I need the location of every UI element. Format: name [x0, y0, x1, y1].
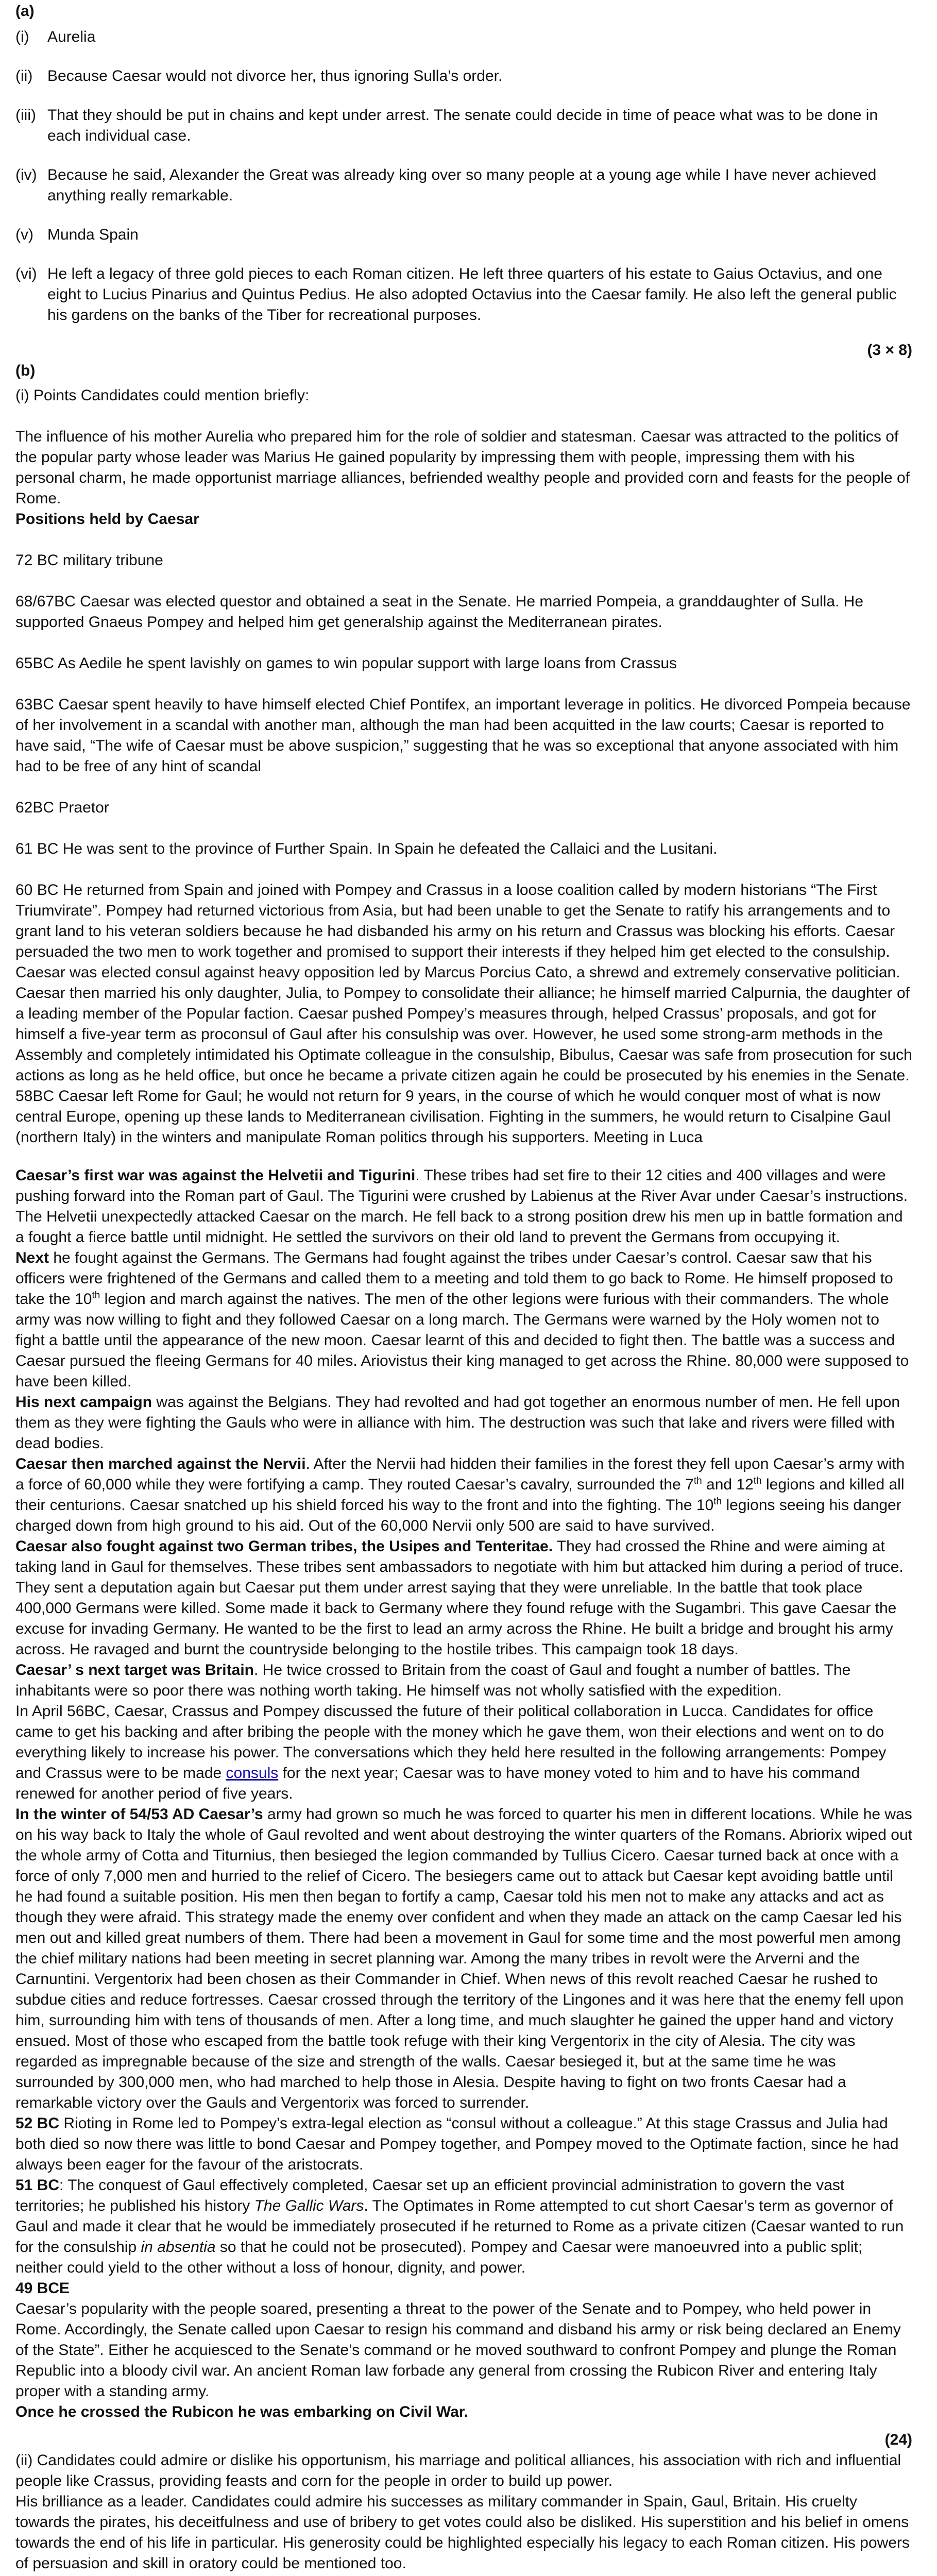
paragraph-65bc: 65BC As Aedile he spent lavishly on games to win popular support with large loans from Crassus — [15, 655, 677, 672]
paragraph-49bce: Caesar’s popularity with the people soared, presenting a threat to the power of the Senate and to Pompey, who held power in Rome. Accordingly, the Senate called upon Caesar to resign his command and disband his army or risk being declared an Enemy of the State”. Either he acquiesced to the Senate’s command or he moved southward to confront Pompey and plunge the Roman Republic into a bloody civil war. An ancient Roman law forbade any general from crossing the Rubicon River and entering Italy proper with a standing army. — [15, 2300, 901, 2400]
item-text: Aurelia — [47, 28, 96, 45]
item-text: He left a legacy of three gold pieces to each Roman citizen. He left three quarters of his estate to Gaius Octavius, and one eight to Lucius Pinarius and Quintus Pedius. He also adopted Octavius into the Caesar family. He also left the general public his gardens on the banks of the Tiber for recreational purposes. — [47, 265, 897, 324]
paragraph-winter: In the winter of 54/53 AD Caesar’s army had grown so much he was forced to quarter his men in different locations. While he was on his way back to Italy the whole of Gaul revolted and went about destroying the winter quarters of the Romans. Abriorix wiped out the whole army of Cotta and Titurnius, then besieged the legion commanded by Tullius Cicero. Caesar turned back at once with a force of only 7,000 men and hurried to the relief of Cicero. The besiegers came out to attack but Caesar kept avoiding battle until he had found a suitable position. His men then began to fortify a camp, Caesar told his men not to make any attacks and act as though they were afraid. This strategy made the enemy over confident and when they made an attack on the camp Caesar led his men out and killed great numbers of them. There had been a movement in Gaul for some time and the most powerful men among the chief military nations had been meeting in secret planning war. Among the many tribes in revolt were the Arverni and the Carnuntini. Vergentorix had been chosen as their Commander in Chief. When news of this revolt reached Caesar he rushed to subdue cities and reduce fortresses. Caesar crossed through the territory of the Lingones and it was here that the enemy fell upon him, surrounding him with tens of thousands of men. After a long time, and much slaughter he gained the upper hand and victory ensued. Most of those who escaped from the battle took refuge with their king Vergentorix in the city of Alesia. The city was regarded as impregnable because of the size and strength of the walls. Caesar besieged it, but at the same time he was surrounded by 300,000 men, who had marched to help those in Alesia. Despite having to fight on two fronts Caesar had a remarkable victory over the Gauls and Vergentorix was forced to surrender. — [15, 1806, 912, 2111]
document-page — [0, 1, 937, 2576]
part-a-item — [15, 66, 912, 87]
paragraph-60bc: 60 BC He returned from Spain and joined with Pompey and Crassus in a loose coalition called by modern historians “The First Triumvirate”. Pompey had returned victorious from Asia, but had been unable to get the Senate to ratify his arrangements and to grant land to his veteran soldiers because he had disbanded his army on his return and Crassus was blocking his efforts. Caesar persuaded the two men to work together and promised to support their interests if they helped him get elected to the consulship. Caesar was elected consul against heavy opposition led by Marcus Porcius Cato, a shrewd and extremely conservative politician. Caesar then married his only daughter, Julia, to Pompey to consolidate their alliance; he himself married Calpurnia, the daughter of a leading member of the Popular faction. Caesar pushed Pompey’s measures through, helped Crassus’ proposals, and got for himself a five-year term as proconsul of Gaul after his consulship was over. However, he used some strong-arm methods in the Assembly and completely intimidated his Optimate colleague in the consulship, Bibulus, Caesar was safe from prosecution for such actions as long as he held office, but once he became a private citizen again he could be prosecuted by his enemies in the Senate. — [15, 882, 912, 1084]
belgae-heading: His next campaign — [15, 1394, 152, 1411]
part-a-item — [15, 105, 912, 146]
helvetii-heading: Caesar’s first war was against the Helvetii and Tigurini — [15, 1167, 416, 1184]
item-text: That they should be put in chains and kept under arrest. The senate could decide in time of peace what was to be done in each individual case. — [47, 107, 878, 144]
part-a-list — [15, 27, 912, 326]
positions-heading: Positions held by Caesar — [15, 511, 199, 528]
part-b-label: (b) — [15, 362, 36, 379]
paragraph-62bc: 62BC Praetor — [15, 799, 109, 816]
paragraph-germans: Next he fought against the Germans. The Germans had fought against the tribes under Caesar’s control. Caesar saw that his officers were frightened of the Germans and called them to a meeting and told them to go back to Rome. He himself proposed to take the 10th legion and march against the natives. The men of the other legions were furious with their commanders. The whole army was now willing to fight and they followed Caesar on a long march. The Germans were warned by the Holy women not to fight a battle until the appearance of the new moon. Caesar learnt of this and decided to fight then. The battle was a success and Caesar pursued the fleeing Germans for 40 miles. Ariovistus their king managed to get across the Rhine. 80,000 were supposed to have been killed. — [15, 1249, 909, 1390]
item-text: Because Caesar would not divorce her, thus ignoring Sulla’s order. — [47, 67, 503, 84]
paragraph-lucca: In April 56BC, Caesar, Crassus and Pompey discussed the future of their political collaboration in Lucca. Candidates for office came to get his backing and after bribing the people with the money which he gave them, won their elections and went on to do everything likely to increase his power. The conversations which they held here resulted in the following arrangements: Pompey and Crassus were to be made consuls for the next year; Caesar was to have money voted to him and to have his command renewed for another period of five years. — [15, 1703, 887, 1802]
part-a-item — [15, 27, 912, 47]
paragraph-61bc: 61 BC He was sent to the province of Further Spain. In Spain he defeated the Callaici and the Lusitani. — [15, 840, 718, 857]
part-b-intro: (i) Points Candidates could mention briefly: — [15, 387, 310, 404]
paragraph-52bc: 52 BC Rioting in Rome led to Pompey’s extra-legal election as “consul without a colleague.” At this stage Crassus and Julia had both died so now there was little to bond Caesar and Pompey together, and Pompey moved to the Optimate faction, since he had always been eager for the favour of the aristocrats. — [15, 2115, 899, 2173]
item-text: Munda Spain — [47, 226, 139, 243]
rubicon-statement: Once he crossed the Rubicon he was embarking on Civil War. — [15, 2403, 469, 2420]
paragraph-influence: The influence of his mother Aurelia who prepared him for the role of soldier and statesman. Caesar was attracted to the politics of the popular party whose leader was Marius He gained popularity by impressing them with people, impressing them with his personal charm, he made opportunist marriage alliances, befriended wealthy people and provided corn and feasts for the people of Rome. — [15, 428, 910, 507]
winter-heading: In the winter of 54/53 AD Caesar’s — [15, 1806, 263, 1823]
part-a-label: (a) — [15, 3, 35, 20]
paragraph-b-ii-2: His brilliance as a leader. Candidates could admire his successes as military commander in Spain, Gaul, Britain. His cruelty towards the pirates, his deceitfulness and use of bribery to get votes could also be disliked. His superstition and his belief in omens towards the end of his life in particular. His generosity could be highlighted especially his legacy to each Roman citizen. His powers of persuasion and skill in oratory could be mentioned too. — [15, 2493, 910, 2572]
britain-heading: Caesar’ s next target was Britain — [15, 1662, 254, 1679]
item-text: Because he said, Alexander the Great was already king over so many people at a young age while I have never achieved anything really remarkable. — [47, 166, 877, 204]
nervii-heading: Caesar then marched against the Nervii — [15, 1455, 306, 1472]
part-a-item — [15, 165, 912, 206]
item-number: (v) — [15, 226, 33, 243]
part-a-item — [15, 264, 912, 326]
part-a-marks: (3 × 8) — [867, 342, 912, 359]
usipes-heading: Caesar also fought against two German tribes, the Usipes and Tenteritae. — [15, 1538, 553, 1555]
part-b-i-marks: (24) — [884, 2431, 912, 2448]
paragraph-belgians: His next campaign was against the Belgians. They had revolted and had got together an enormous number of men. He fell upon them as they were fighting the Gauls who were in alliance with him. The destruction was such that lake and rivers were filled with dead bodies. — [15, 1394, 900, 1452]
paragraph-helvetii: Caesar’s first war was against the Helvetii and Tigurini. These tribes had set fire to their 12 cities and 400 villages and were pushing forward into the Roman part of Gaul. The Tigurini were crushed by Labienus at the River Avar under Caesar’s instructions. The Helvetii unexpectedly attacked Caesar on the march. He fell back to a strong position drew his men up in battle formation and a fought a fierce battle until midnight. He settled the survivors on their old land to prevent the Germans from occupying it. — [15, 1167, 908, 1246]
bce49-heading: 49 BCE — [15, 2280, 70, 2297]
paragraph-usipes: Caesar also fought against two German tribes, the Usipes and Tenteritae. They had crossed the Rhine and were aiming at taking land in Gaul for themselves. These tribes sent ambassadors to negotiate with him but attacked him during a period of truce. They sent a deputation again but Caesar put them under arrest saying that they were unreliable. In the battle that took place 400,000 Germans were killed. Some made it back to Germany where they found refuge with the Sugambri. This gave Caesar the excuse for invading Germany. He wanted to be the first to lead an army across the Rhine. He built a bridge and brought his army across. He ravaged and burnt the countryside belonging to the hostile tribes. This campaign took 18 days. — [15, 1538, 904, 1658]
paragraph-britain: Caesar’ s next target was Britain. He twice crossed to Britain from the coast of Gaul and fought a number of battles. The inhabitants were so poor there was nothing worth taking. He himself was not wholly satisfied with the expedition. — [15, 1662, 851, 1699]
part-a-item — [15, 225, 912, 245]
paragraph-58bc: 58BC Caesar left Rome for Gaul; he would not return for 9 years, in the course of which he would conquer most of what is now central Europe, opening up these lands to Mediterranean civilisation. Fighting in the summers, he would return to Cisalpine Gaul (northern Italy) in the winters and manipulate Roman politics through his supporters. Meeting in Luca — [15, 1088, 891, 1146]
paragraph-63bc: 63BC Caesar spent heavily to have himself elected Chief Pontifex, an important leverage in politics. He divorced Pompeia because of her involvement in a scandal with another man, although the man had been acquitted in the law courts; Caesar is reported to have said, “The wife of Caesar must be above suspicion,” suggesting that he was so exceptional that anyone associated with him had to be free of any hint of scandal — [15, 696, 911, 775]
item-number: (i) — [15, 28, 29, 45]
paragraph-b-ii: (ii) Candidates could admire or dislike his opportunism, his marriage and political alliances, his association with rich and influential people like Crassus, providing feasts and corn for the people in order to build up power. — [15, 2452, 901, 2489]
paragraph-nervii: Caesar then marched against the Nervii. After the Nervii had hidden their families in the forest they fell upon Caesar’s army with a force of 60,000 while they were fortifying a camp. They routed Caesar’s cavalry, surrounded the 7th and 12th legions and killed all their centurions. Caesar snatched up his shield forced his way to the front and into the fighting. The 10th legions seeing his danger charged down from high ground to his aid. Out of the 60,000 Nervii only 500 are said to have survived. — [15, 1455, 905, 1534]
item-number: (iii) — [15, 107, 36, 124]
paragraph-72bc: 72 BC military tribune — [15, 552, 163, 569]
bc52-heading: 52 BC — [15, 2115, 60, 2132]
bc51-heading: 51 BC — [15, 2177, 60, 2194]
item-number: (iv) — [15, 166, 37, 183]
paragraph-51bc: 51 BC: The conquest of Gaul effectively completed, Caesar set up an efficient provincial administration to govern the vast territories; he published his history The Gallic Wars. The Optimates in Rome attempted to cut short Caesar’s term as governor of Gaul and made it clear that he would be immediately prosecuted if he returned to Rome as a private citizen (Caesar wanted to run for the consulship in absentia so that he could not be prosecuted). Pompey and Caesar were manoeuvred into a public split; neither could yield to the other without a loss of honour, dignity, and power. — [15, 2177, 904, 2276]
item-number: (ii) — [15, 67, 33, 84]
next-heading: Next — [15, 1249, 49, 1266]
paragraph-68bc: 68/67BC Caesar was elected questor and obtained a seat in the Senate. He married Pompeia, a granddaughter of Sulla. He supported Gnaeus Pompey and helped him get generalship against the Mediterranean pirates. — [15, 593, 864, 631]
item-number: (vi) — [15, 265, 37, 282]
consuls-link[interactable]: consuls — [226, 1765, 279, 1782]
